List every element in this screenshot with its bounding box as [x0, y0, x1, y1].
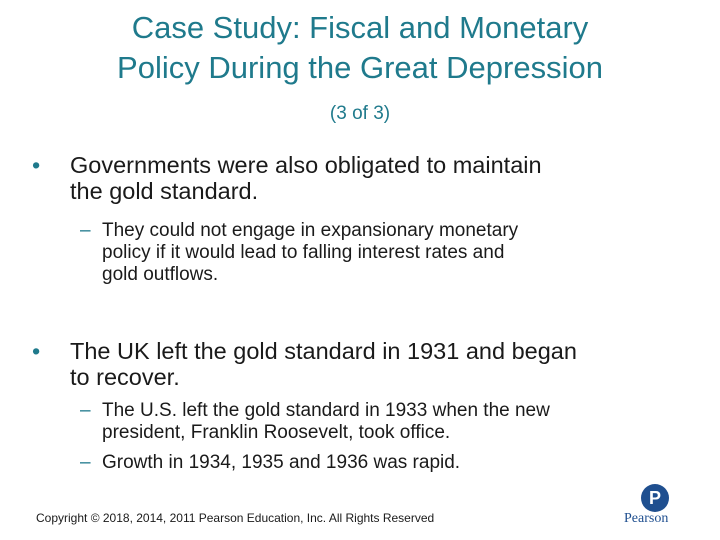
title-line-2: Policy During the Great Depression	[117, 50, 603, 85]
pearson-wordmark: Pearson	[624, 511, 669, 526]
bullet-marker: •	[32, 152, 41, 178]
pearson-p-glyph	[641, 484, 669, 512]
sub-bullet-2-1	[80, 400, 680, 444]
sub-bullet-1-1-line-1: They could not engage in expansionary monetary	[102, 220, 519, 241]
copyright-notice: Copyright © 2018, 2014, 2011 Pearson Education, Inc. All Rights Reserved	[36, 511, 435, 525]
sub-bullet-marker: –	[80, 220, 91, 241]
bullet-marker: •	[32, 338, 41, 364]
slide-title	[0, 8, 720, 88]
sub-bullet-2-2-line-1: Growth in 1934, 1935 and 1936 was rapid.	[102, 452, 461, 473]
bullet-1	[32, 152, 692, 204]
sub-bullet-1-1	[80, 220, 680, 286]
pearson-p-letter: P	[648, 488, 662, 508]
pearson-p-icon	[641, 484, 669, 512]
sub-bullet-2-1-line-2: president, Franklin Roosevelt, took office.	[102, 422, 451, 443]
sub-bullet-2-2	[80, 452, 680, 474]
sub-bullet-marker: –	[80, 452, 91, 473]
sub-bullet-1-1-line-2: policy if it would lead to falling interest rates and	[102, 242, 505, 263]
title-line-1: Case Study: Fiscal and Monetary	[131, 10, 589, 45]
bullet-2-line-1: The UK left the gold standard in 1931 and began	[70, 338, 577, 364]
bullet-2-line-2: to recover.	[70, 364, 180, 390]
bullet-1-line-2: the gold standard.	[70, 178, 259, 204]
sub-bullet-2-1-line-1: The U.S. left the gold standard in 1933 when the new	[102, 400, 550, 421]
bullet-1-line-1: Governments were also obligated to maintain	[70, 152, 542, 178]
slide-subtitle: (3 of 3)	[329, 103, 391, 124]
sub-bullet-1-1-line-3: gold outflows.	[102, 264, 219, 285]
bullet-2	[32, 338, 692, 390]
sub-bullet-marker: –	[80, 400, 91, 421]
